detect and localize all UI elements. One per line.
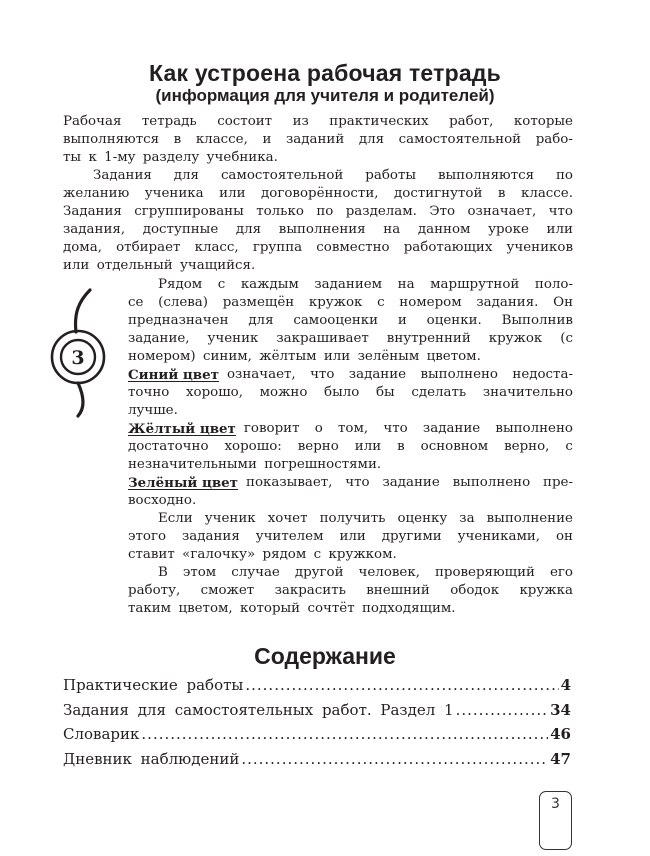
word: рабо-	[535, 132, 573, 147]
text-line	[128, 402, 573, 420]
word: в	[397, 439, 405, 454]
word: задания,	[63, 222, 126, 237]
toc-dot-leader	[241, 750, 548, 768]
word: 1-му	[104, 150, 136, 165]
word: было	[324, 385, 360, 400]
word: кружок	[308, 295, 363, 310]
word: что	[345, 475, 370, 490]
word: работу,	[128, 583, 181, 598]
word: по	[556, 168, 573, 183]
word: Рабочая	[63, 114, 122, 129]
contents-title: Содержание	[254, 643, 396, 669]
word: человек,	[358, 565, 420, 580]
word: задания	[181, 529, 240, 544]
text-line	[128, 546, 573, 564]
toc-item-label: Словарик	[63, 725, 140, 743]
word: отдельный	[96, 258, 173, 273]
toc-item-page: 46	[550, 725, 571, 743]
word: дома,	[63, 240, 102, 255]
text-line	[128, 330, 573, 348]
word: се	[128, 295, 144, 310]
word: верно,	[504, 439, 550, 454]
text-line	[128, 492, 573, 510]
word: класс,	[194, 240, 239, 255]
intro-paragraph-1	[63, 113, 573, 167]
word: для	[358, 132, 385, 147]
word: из	[292, 114, 309, 129]
text-line	[63, 131, 573, 149]
text-line	[128, 312, 573, 330]
word: оценку	[397, 511, 448, 526]
word: выполняются	[437, 168, 535, 183]
word: учеников	[506, 240, 573, 255]
word: кружок	[488, 331, 543, 346]
word: означает,	[467, 204, 537, 219]
word: с	[565, 439, 573, 454]
word: для	[235, 222, 262, 237]
word: оценки.	[426, 313, 482, 328]
word: основном	[420, 439, 489, 454]
intro-paragraph-2	[63, 167, 573, 275]
word: другой	[294, 565, 344, 580]
text-line	[63, 185, 573, 203]
toc-item-label: Практические работы	[63, 676, 244, 694]
word: поло-	[534, 277, 573, 292]
task-number: 3	[71, 347, 85, 369]
text-line	[128, 438, 573, 456]
toc-item-label: Дневник наблюдений	[63, 749, 240, 768]
word: синим,	[202, 349, 252, 364]
word: задание,	[128, 331, 190, 346]
word: тетрадь	[141, 114, 197, 129]
word: разделам.	[345, 204, 417, 219]
word: или	[323, 349, 351, 364]
word: сочтёт	[307, 601, 355, 616]
text-line	[128, 528, 573, 546]
word: что	[310, 367, 335, 382]
word: том,	[337, 421, 369, 436]
yellow-term: Жёлтый цвет	[128, 421, 236, 437]
word: «галочку»	[182, 547, 256, 562]
word: восходно.	[128, 493, 197, 508]
text-line	[128, 564, 573, 582]
word: выполнено	[452, 475, 531, 490]
word: что	[548, 204, 573, 219]
word: уроке	[488, 222, 529, 237]
word: таким	[128, 601, 172, 616]
yellow-line-1	[128, 420, 573, 438]
word: ученик	[204, 511, 256, 526]
word: Задания	[93, 168, 152, 183]
word: для	[248, 313, 274, 328]
word: номером	[399, 295, 462, 310]
word: в	[497, 186, 506, 201]
word: классе.	[520, 186, 573, 201]
word: к	[88, 150, 97, 165]
word: выполнение	[486, 511, 573, 526]
word: можно	[259, 385, 308, 400]
word: сделать	[411, 385, 467, 400]
word: предназначен	[128, 313, 229, 328]
word: работ,	[449, 114, 494, 129]
toc-item-label: Задания для самостоятельных работ. Раздел 1	[63, 700, 454, 719]
word: В	[158, 565, 168, 580]
toc-item-practical-works[interactable]	[63, 676, 571, 701]
word: с	[377, 295, 385, 310]
word: для	[173, 168, 199, 183]
text-line	[128, 294, 573, 312]
word: доступные	[142, 222, 219, 237]
word: размещён	[222, 295, 295, 310]
toc-dot-leader	[245, 676, 558, 694]
word: отбирает	[116, 240, 181, 255]
word: классе,	[195, 132, 248, 147]
word: цветом.	[426, 349, 481, 364]
word: задание	[382, 475, 440, 490]
word: маршрутной	[430, 277, 520, 292]
table-of-contents	[63, 676, 571, 774]
word: жёлтым	[259, 349, 317, 364]
toc-item-observation-diary[interactable]	[63, 750, 571, 775]
word: получить	[319, 511, 386, 526]
word: или	[63, 258, 90, 273]
word: состоит	[217, 114, 273, 129]
word: выполнено	[420, 367, 498, 382]
word: незначительными	[128, 457, 257, 472]
word: проверяющий	[434, 565, 535, 580]
toc-item-page: 47	[550, 749, 571, 768]
word: за	[459, 511, 475, 526]
word: и	[262, 132, 272, 147]
word: сможет	[200, 583, 255, 598]
toc-item-glossary[interactable]	[63, 725, 571, 750]
toc-item-independent-tasks[interactable]	[63, 701, 571, 726]
word: Выполнив	[501, 313, 573, 328]
word: этом	[182, 565, 217, 580]
word: желанию	[63, 186, 130, 201]
text-line	[63, 167, 573, 185]
word: показывает,	[246, 475, 333, 490]
word: работы	[365, 168, 417, 183]
text-line	[63, 203, 573, 221]
word: или	[546, 222, 573, 237]
word: точно	[128, 385, 170, 400]
text-line	[63, 239, 573, 257]
text-line	[128, 510, 573, 528]
word: или	[354, 439, 382, 454]
word: говорит	[243, 421, 300, 436]
word: учениками,	[457, 529, 541, 544]
word: самостоятельной	[398, 132, 522, 147]
word: самостоятельной	[220, 168, 344, 183]
word: разделу	[142, 150, 200, 165]
word: верно	[297, 439, 339, 454]
word: или	[219, 186, 246, 201]
word: задание	[422, 421, 481, 436]
word: в	[173, 132, 182, 147]
word: подходящим.	[361, 601, 456, 616]
word: учащийся.	[180, 258, 256, 273]
word: выполнения	[278, 222, 366, 237]
word: только	[256, 204, 304, 219]
word: хочет	[267, 511, 308, 526]
page-title: Как устроена рабочая тетрадь	[149, 60, 501, 86]
text-line	[128, 384, 573, 402]
word: хорошо:	[224, 439, 282, 454]
word: случае	[231, 565, 280, 580]
word: он	[555, 529, 573, 544]
word: которые	[513, 114, 573, 129]
word: этого	[128, 529, 167, 544]
word: учебника.	[206, 150, 278, 165]
word: ставит	[128, 547, 175, 562]
word: задания.	[476, 295, 539, 310]
word: учителем	[255, 529, 324, 544]
word: лучше.	[128, 403, 178, 418]
word: с	[217, 277, 226, 292]
text-line	[128, 276, 573, 294]
word: Рядом	[158, 277, 203, 292]
word: бы	[375, 385, 395, 400]
word: пре-	[543, 475, 573, 490]
word: означает,	[226, 367, 296, 382]
word: Задания	[63, 204, 122, 219]
word: ты	[63, 150, 82, 165]
word: работающих	[403, 240, 493, 255]
text-line	[128, 600, 573, 618]
text-line	[128, 582, 573, 600]
word: кружка	[519, 583, 573, 598]
word: (слева)	[158, 295, 209, 310]
word: данном	[417, 222, 471, 237]
word: ученик	[207, 331, 259, 346]
word: и	[397, 313, 407, 328]
word: заданий	[285, 132, 345, 147]
word: кружком.	[328, 547, 397, 562]
word: задание	[348, 367, 407, 382]
word: значительно	[482, 385, 573, 400]
word: рядом	[262, 547, 307, 562]
word: выполнено	[495, 421, 573, 436]
text-line	[63, 221, 573, 239]
word: выполняются	[63, 132, 160, 147]
green-line-1	[128, 474, 573, 492]
word: хорошо,	[185, 385, 243, 400]
word: внешний	[366, 583, 430, 598]
word: с	[313, 547, 322, 562]
word: закрашивает	[276, 331, 369, 346]
word: каждым	[240, 277, 299, 292]
page-number: 3	[539, 791, 572, 850]
word: на	[383, 222, 401, 237]
task-number-circle-icon	[38, 288, 114, 425]
word: номером)	[128, 349, 196, 364]
word: ободок	[450, 583, 500, 598]
toc-dot-leader	[456, 701, 549, 719]
word: сгруппированы	[134, 204, 244, 219]
page-subtitle: (информация для учителя и родителей)	[155, 86, 495, 105]
text-line	[128, 456, 573, 474]
text-line	[63, 113, 573, 131]
word: цветом,	[178, 601, 233, 616]
word: ученика	[144, 186, 204, 201]
blue-line-1	[128, 366, 573, 384]
toc-item-page: 4	[560, 676, 571, 694]
text-line	[63, 257, 573, 275]
word: заданием	[314, 277, 383, 292]
word: Он	[553, 295, 573, 310]
toc-item-page: 34	[550, 700, 571, 719]
word: по	[316, 204, 334, 219]
word: группа	[252, 240, 303, 255]
word: недоста-	[512, 367, 573, 382]
word: совместно	[316, 240, 390, 255]
word: другими	[381, 529, 442, 544]
word: погрешностями.	[264, 457, 382, 472]
word: что	[383, 421, 408, 436]
word: (с	[560, 331, 573, 346]
word: Если	[158, 511, 193, 526]
word: Это	[429, 204, 456, 219]
word: договорённости,	[261, 186, 379, 201]
word: который	[240, 601, 301, 616]
text-line	[63, 149, 573, 167]
green-term: Зелёный цвет	[128, 475, 238, 491]
toc-dot-leader	[141, 725, 548, 743]
word: его	[549, 565, 573, 580]
word: практических	[329, 114, 429, 129]
word: достаточно	[128, 439, 209, 454]
word: закрасить	[274, 583, 346, 598]
word: о	[314, 421, 323, 436]
text-line	[128, 348, 573, 366]
word: внутренний	[386, 331, 471, 346]
explanation-paragraph-3	[128, 276, 573, 618]
word: достигнутой	[394, 186, 483, 201]
word: самооценки	[293, 313, 379, 328]
word: или	[339, 529, 366, 544]
word: зелёным	[357, 349, 420, 364]
word: на	[397, 277, 415, 292]
blue-term: Синий цвет	[128, 367, 219, 383]
